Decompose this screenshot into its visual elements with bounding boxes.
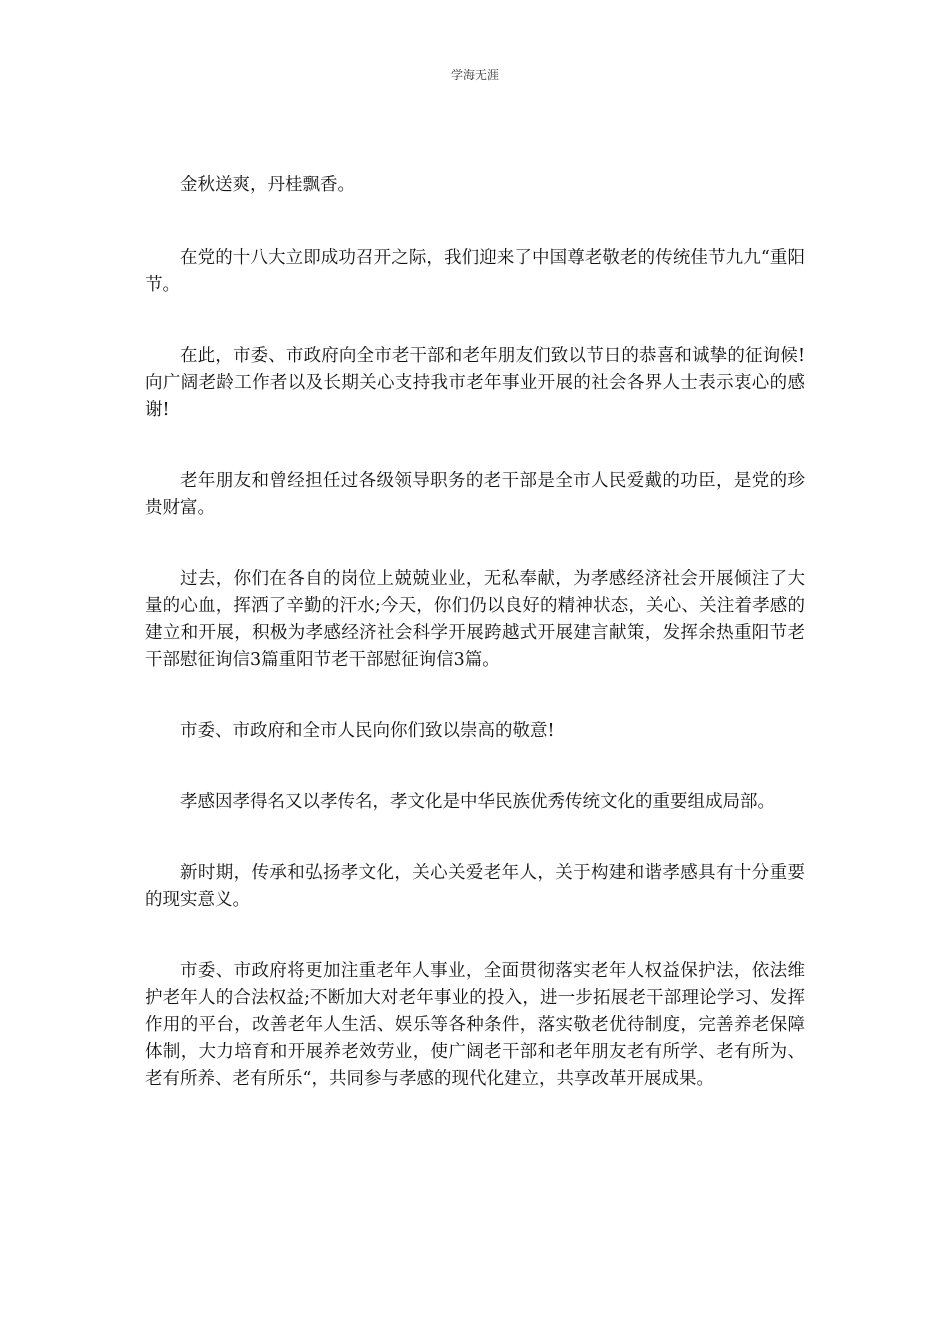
paragraph: 市委、市政府和全市人民向你们致以崇高的敬意! <box>180 721 555 741</box>
document-body <box>145 172 805 1136</box>
paragraph: 新时期，传承和弘扬孝文化，关心关爱老年人，关于构建和谐孝感具有十分重要的现实意义。 <box>145 863 805 910</box>
paragraph: 在党的十八大立即成功召开之际，我们迎来了中国尊老敬老的传统佳节九九“重阳节。 <box>145 248 805 295</box>
paragraph: 在此，市委、市政府向全市老干部和老年朋友们致以节日的恭喜和诚挚的征询候!向广阔老龄工作者以及长期关心支持我市老年事业开展的社会各界人士表示衷心的感谢! <box>145 346 805 420</box>
paragraph: 过去，你们在各自的岗位上兢兢业业，无私奉献，为孝感经济社会开展倾注了大量的心血，挥洒了辛勤的汗水;今天，你们仍以良好的精神状态，关心、关注着孝感的建立和开展，积极为孝感经济社会科学开展跨越式开展建言献策，发挥余热重阳节老干部慰征询信3篇重阳节老干部慰征询信3篇。 <box>145 569 805 670</box>
paragraph: 老年朋友和曾经担任过各级领导职务的老干部是全市人民爱戴的功臣，是党的珍贵财富。 <box>145 471 805 518</box>
paragraph: 孝感因孝得名又以孝传名，孝文化是中华民族优秀传统文化的重要组成局部。 <box>180 792 775 812</box>
paragraph: 市委、市政府将更加注重老年人事业，全面贯彻落实老年人权益保护法，依法维护老年人的合法权益;不断加大对老年事业的投入，进一步拓展老干部理论学习、发挥作用的平台，改善老年人生活、娱乐等各种条件，落实敬老优待制度，完善养老保障体制，大力培育和开展养老效劳业，使广阔老干部和老年朋友老有所学、老有所为、老有所养、老有所乐“，共同参与孝感的现代化建立，共享改革开展成果。 <box>145 961 805 1089</box>
page-header: 学海无涯 <box>450 68 499 82</box>
paragraph: 金秋送爽，丹桂飘香。 <box>180 175 355 195</box>
